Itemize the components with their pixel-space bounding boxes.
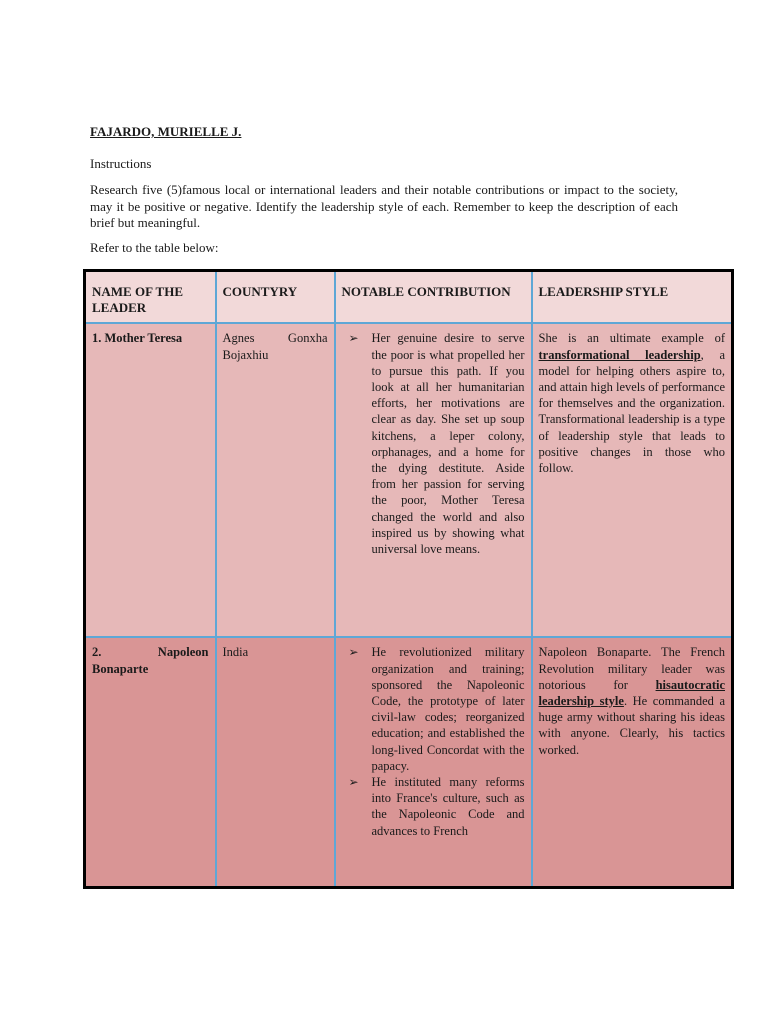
document-body bbox=[90, 118, 678, 256]
contribution-text: Her genuine desire to serve the poor is what propelled her to pursue this path. If you look at all her humanitarian efforts, her motivations are clear as day. She set up soup kitchens, a leper colony, orphanages, and a home for the dying destitute. Aside from her passion for serving the poor, Mother Teresa changed the world and also inspired us by showing what universal love means. bbox=[371, 331, 525, 557]
contribution-item bbox=[348, 644, 525, 774]
contribution-text: He instituted many reforms into France's culture, such as the Napoleonic Code and advances to French bbox=[371, 775, 525, 838]
leader-country: Agnes Gonxha Bojaxhiu bbox=[216, 323, 335, 637]
style-name: hisautocratic leadership style bbox=[538, 677, 725, 709]
leader-style bbox=[532, 637, 733, 888]
header-country: COUNTYRY bbox=[216, 271, 335, 324]
style-text-after: . He commanded a huge army without sharing his ideas with anyone. Clearly, his tactics worked. bbox=[538, 694, 725, 757]
arrow-bullet-icon: ➢ bbox=[348, 645, 359, 660]
instructions-heading: Instructions bbox=[90, 156, 152, 171]
style-text-before: She is an ultimate example of bbox=[538, 331, 725, 346]
leader-name: 1. Mother Teresa bbox=[85, 323, 216, 637]
table-row bbox=[85, 637, 733, 888]
refer-text: Refer to the table below: bbox=[90, 239, 219, 255]
table-header-row bbox=[85, 271, 733, 324]
leader-country: India bbox=[216, 637, 335, 888]
style-text-after: , a model for helping others aspire to, and attain high levels of performance for themselves and the organization. Transformational leadership is a type of leadership style that leads to positive changes in those who follow. bbox=[538, 347, 725, 476]
contribution-text: He revolutionized military organization and training; sponsored the Napoleonic Code, the prototype of later civil-law codes; reorganized education; and established the long-lived Concordat with the papacy. bbox=[371, 645, 525, 773]
arrow-bullet-icon: ➢ bbox=[348, 775, 359, 790]
leader-contribution bbox=[335, 323, 532, 637]
header-name: NAME OF THE LEADER bbox=[85, 271, 216, 324]
arrow-bullet-icon: ➢ bbox=[348, 331, 359, 346]
header-contribution: NOTABLE CONTRIBUTION bbox=[335, 271, 532, 324]
instructions-text: Research five (5)famous local or international leaders and their notable contributions or impact to the society, may it be positive or negative. Identify the leadership style of each. Remember to keep the description of each brief but meaningful. bbox=[90, 182, 678, 230]
contribution-item bbox=[348, 774, 525, 839]
leader-contribution bbox=[335, 637, 532, 888]
style-name: transformational leadership bbox=[538, 347, 701, 362]
header-style: LEADERSHIP STYLE bbox=[532, 271, 733, 324]
leaders-table bbox=[83, 269, 734, 889]
author-name: FAJARDO, MURIELLE J. bbox=[90, 124, 242, 139]
leader-name: 2. Napoleon Bonaparte bbox=[85, 637, 216, 888]
table-row bbox=[85, 323, 733, 637]
contribution-item bbox=[348, 330, 525, 557]
style-text-before: Napoleon Bonaparte. The French Revolution military leader was notorious for bbox=[538, 645, 725, 692]
leader-style bbox=[532, 323, 733, 637]
